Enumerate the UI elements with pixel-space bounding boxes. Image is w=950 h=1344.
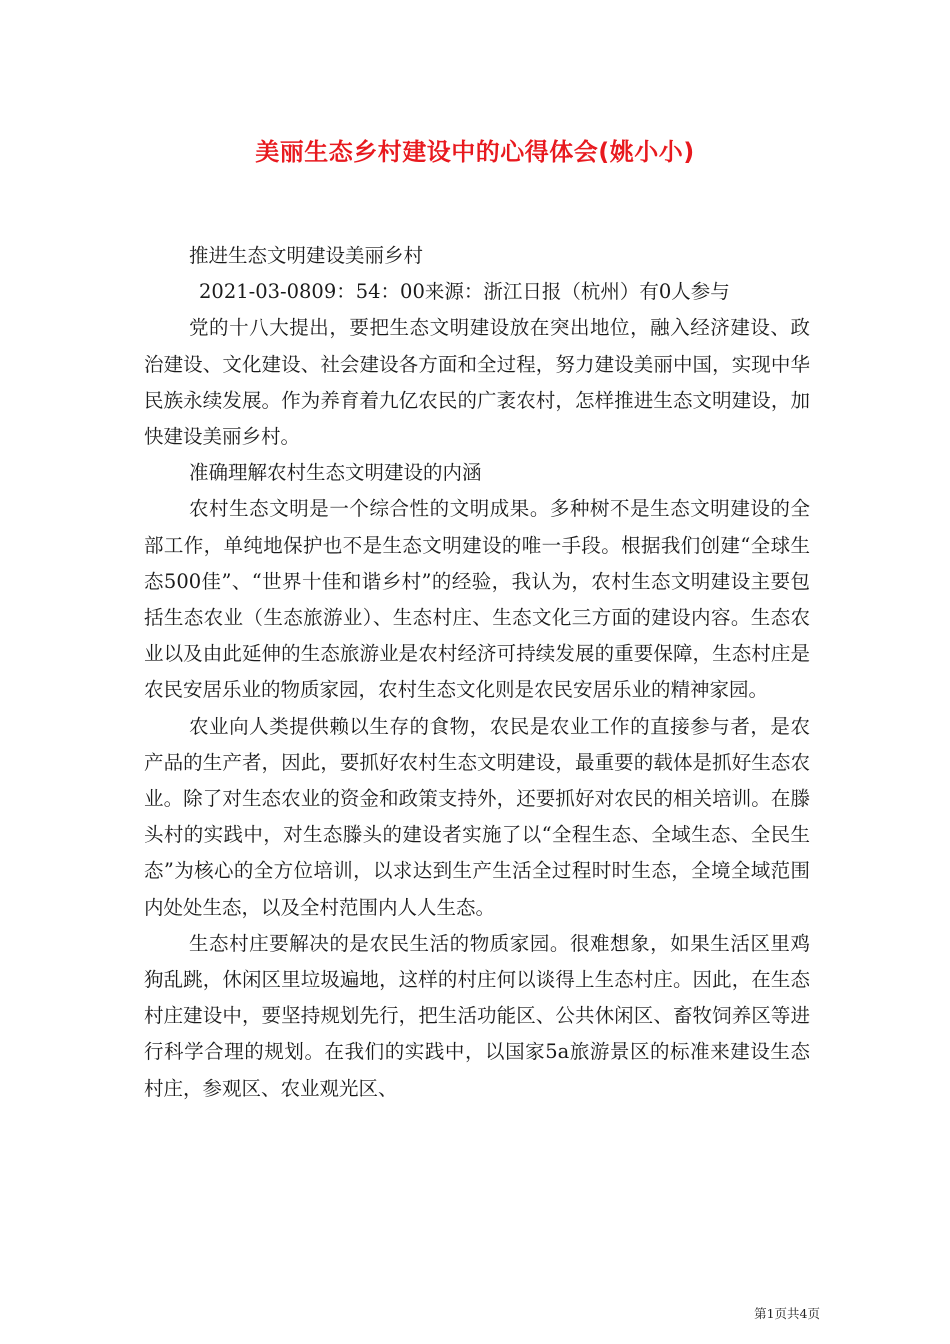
document-body bbox=[144, 238, 810, 1107]
paragraph-ecological-civilization: 农村生态文明是一个综合性的文明成果。多种树不是生态文明建设的全部工作，单纯地保护也不是生态文明建设的唯一手段。根据我们创建“全球生态500佳”、“世界十佳和谐乡村”的经验，我认为，农村生态文明建设主要包括生态农业（生态旅游业）、生态村庄、生态文化三方面的建设内容。生态农业以及由此延伸的生态旅游业是农村经济可持续发展的重要保障，生态村庄是农民安居乐业的物质家园，农村生态文化则是农民安居乐业的精神家园。 bbox=[144, 497, 810, 702]
page-number: 第1页共4页 bbox=[754, 1306, 820, 1321]
paragraph-intro: 党的十八大提出，要把生态文明建设放在突出地位，融入经济建设、政治建设、文化建设、社会建设各方面和全过程，努力建设美丽中国，实现中华民族永续发展。作为养育着九亿农民的广袤农村，怎样推进生态文明建设，加快建设美丽乡村。 bbox=[144, 316, 810, 449]
article-meta-line: 2021-03-0809：54：00来源：浙江日报（杭州）有0人参与 bbox=[199, 280, 730, 304]
paragraph-ecological-agriculture: 农业向人类提供赖以生存的食物，农民是农业工作的直接参与者，是农产品的生产者，因此，要抓好农村生态文明建设，最重要的载体是抓好生态农业。除了对生态农业的资金和政策支持外，还要抓好对农民的相关培训。在滕头村的实践中，对生态滕头的建设者实施了以“全程生态、全域生态、全民生态”为核心的全方位培训，以求达到生产生活全过程时时生态，全境全域范围内处处生态，以及全村范围内人人生态。 bbox=[144, 714, 810, 919]
document-title: 美丽生态乡村建设中的心得体会(姚小小) bbox=[255, 138, 695, 166]
article-subtitle: 推进生态文明建设美丽乡村 bbox=[189, 244, 424, 267]
paragraph-ecological-village: 生态村庄要解决的是农民生活的物质家园。很难想象，如果生活区里鸡狗乱跳，休闲区里垃圾遍地，这样的村庄何以谈得上生态村庄。因此，在生态村庄建设中，要坚持规划先行，把生活功能区、公共休闲区、畜牧饲养区等进行科学合理的规划。在我们的实践中，以国家5a旅游景区的标准来建设生态村庄，参观区、农业观光区、 bbox=[144, 931, 810, 1100]
section-heading: 准确理解农村生态文明建设的内涵 bbox=[189, 461, 482, 485]
